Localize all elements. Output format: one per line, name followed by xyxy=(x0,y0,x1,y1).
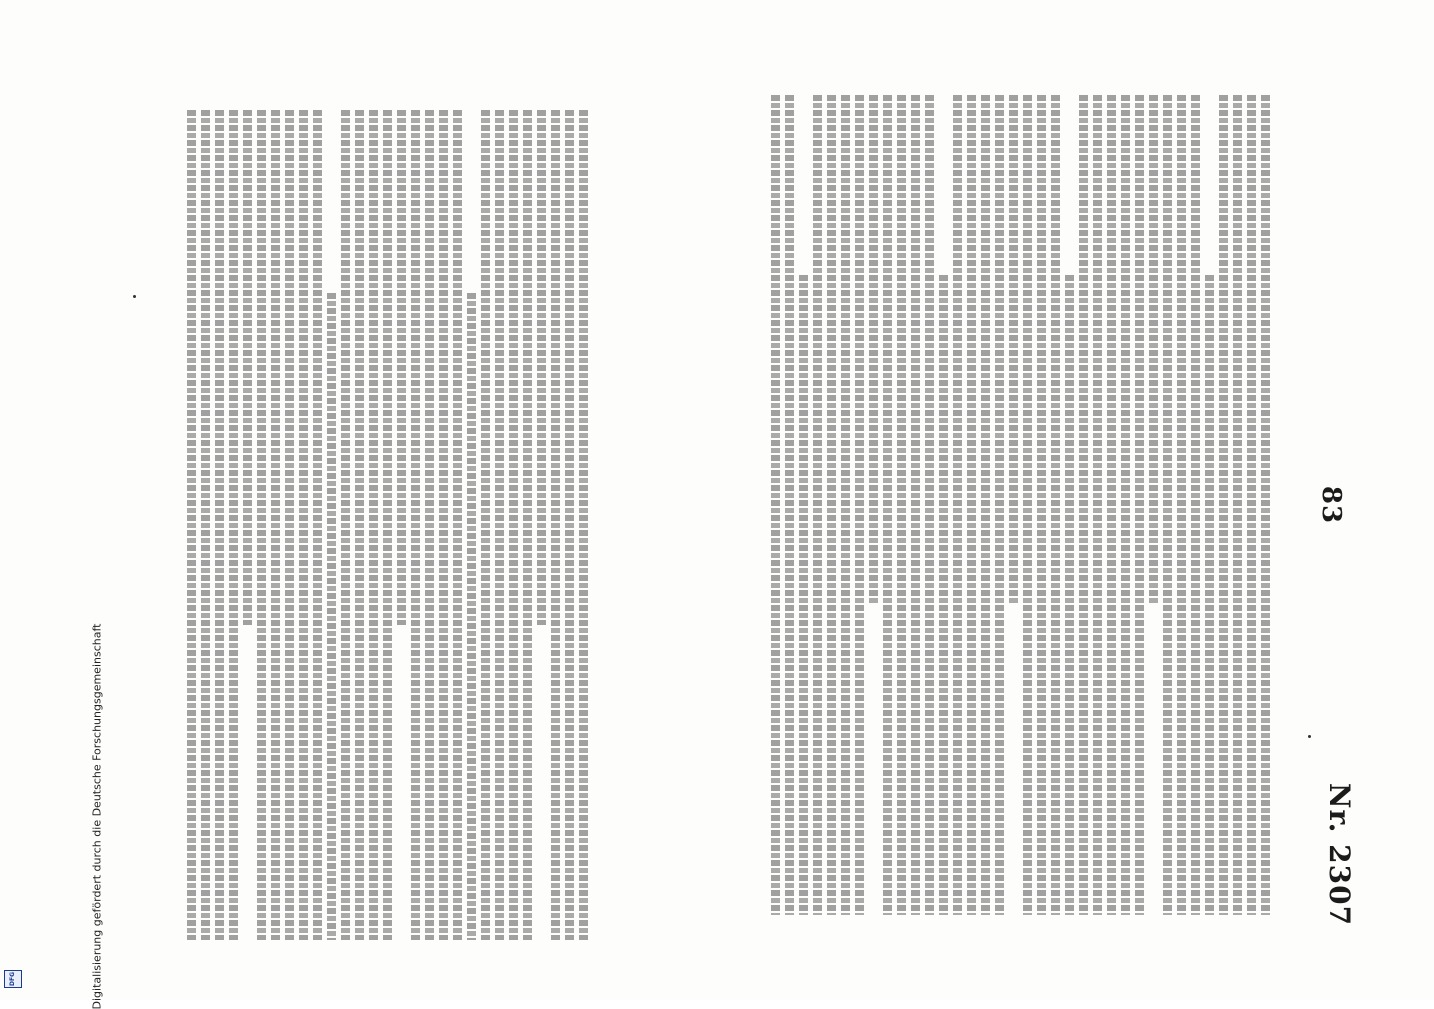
digitization-credit: Digitalisierung gefördert durch die Deutsche Forschungsgemeinschaft xyxy=(90,623,104,1009)
scan-speck xyxy=(1308,735,1311,738)
scan-speck xyxy=(133,295,136,298)
document-number: Nr. 2307 xyxy=(1323,782,1357,927)
text-column-right xyxy=(725,95,1270,915)
dfg-logo-icon: DFG xyxy=(4,970,22,988)
page-number: 83 xyxy=(1316,485,1347,525)
text-column-left xyxy=(148,110,588,940)
